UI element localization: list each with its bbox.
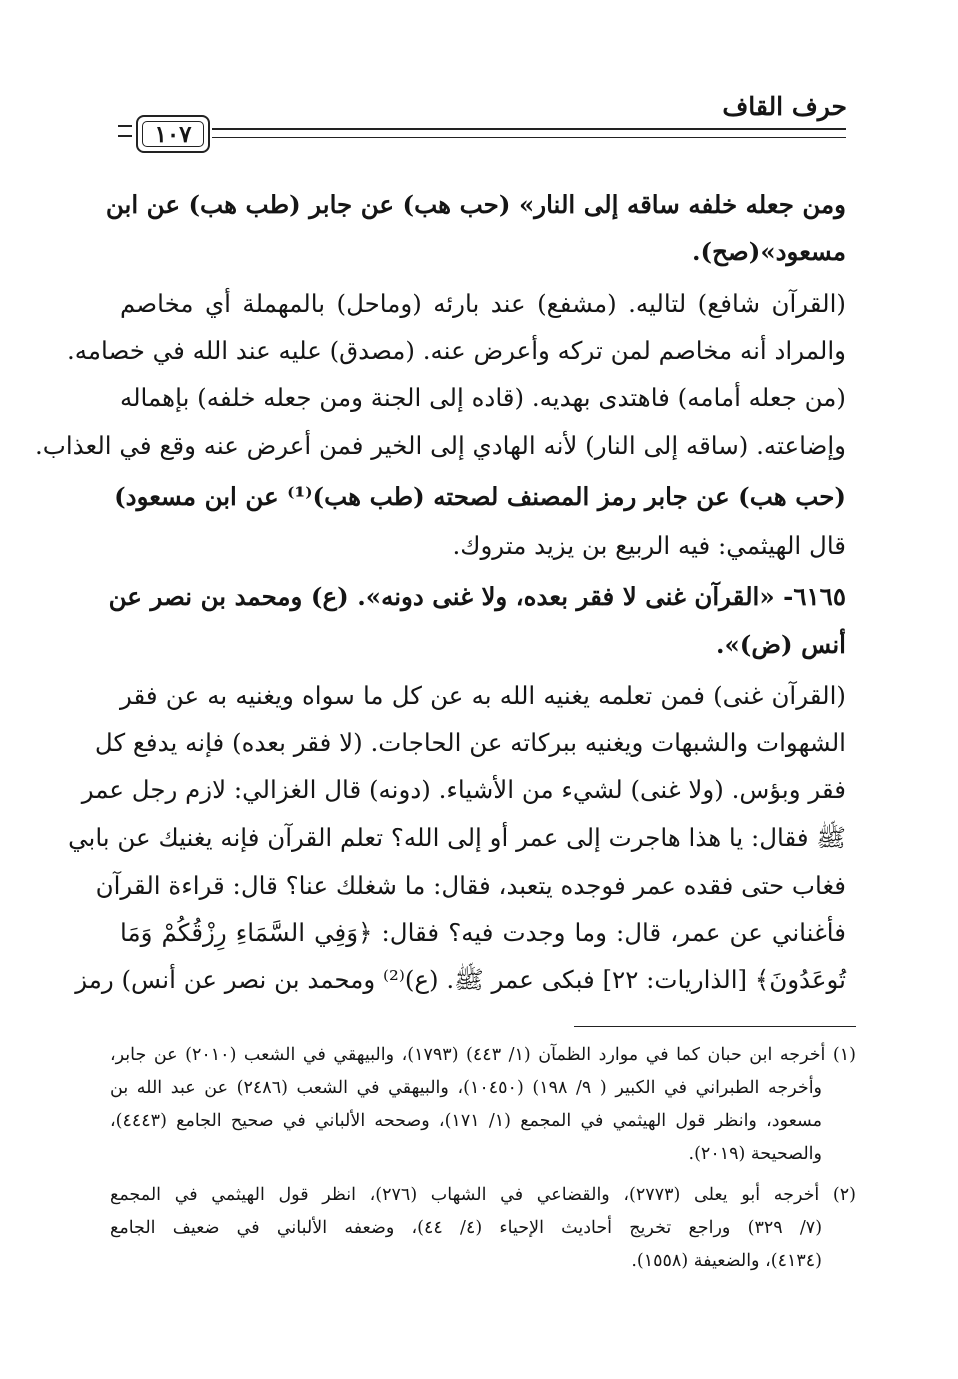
double-bar-ornament <box>118 125 132 137</box>
text-line: (حب هب) عن جابر رمز المصنف لصحته (طب هب)⁽¹⁾ عن ابن مسعود) <box>114 482 846 511</box>
footnote-line: (٧/ ٣٢٩) وراجع تخريج أحاديث الإحياء (٤/ ٤٤)، وضعفه الألباني في ضعيف الجامع <box>110 1218 823 1238</box>
text-line: ﷺ فقال: يا هذا هاجرت إلى عمر أو إلى الله؟ تعلم القرآن فإنه يغنيك عن بابي <box>68 823 846 852</box>
footnote-separator <box>574 1026 856 1027</box>
page-header-rule <box>118 111 846 161</box>
page-number: ١٠٧ <box>154 121 192 148</box>
text-line: وإضاعته. (ساقه إلى النار) لأنه الهادي إلى الخير فمن أعرض عنه وقع في العذاب. <box>35 431 846 460</box>
text-line: ومن جعله خلفه ساقه إلى النار» (حب هب) عن جابر (طب هب) عن ابن <box>105 190 846 219</box>
text-line: والمراد أنه مخاصم لمن تركه وأعرض عنه. (مصدق) عليه عند الله في خصامه. <box>66 336 846 365</box>
footnote-line: (٢) أخرجه أبو يعلى (٢٧٧٣)، والقضاعي في الشهاب (٢٧٦)، انظر قول الهيثمي في المجمع <box>110 1185 856 1205</box>
text-line: الشهوات والشبهات ويغنيه ببركاته عن الحاجات. (لا فقر بعده) فإنه يدفع كل <box>94 728 846 757</box>
text-line: (من جعله أمامه) فاهتدى بهديه. (قاده إلى الجنة ومن جعله خلفه) بإهماله <box>119 383 846 412</box>
footnote-line: والصحيحة (٢٠١٩). <box>688 1144 822 1164</box>
header-rule-bottom <box>212 137 846 138</box>
text-line: تُوعَدُونَ﴾ [الذاريات: ٢٢] فبكى عمر ﷺ. (ع)⁽²⁾ ومحمد بن نصر عن أنس) رمز <box>75 965 846 994</box>
hadith-line: ٦١٦٥- «القرآن غنى لا فقر بعده، ولا غنى دونه». (ع) ومحمد بن نصر عن <box>108 582 846 611</box>
footnote-line: (١) أخرجه ابن حبان كما في موارد الظمآن (١/ ٤٤٣) (١٧٩٣)، والبيهقي في الشعب (٢٠١٠) عن جابر، <box>110 1045 856 1065</box>
text-line: (القرآن غنى) فمن تعلمه يغنيه الله به عن كل ما سواه ويغنيه به عن فقر <box>120 681 846 710</box>
text-line: فغاب حتى فقده عمر فوجده يتعبد، فقال: ما شغلك عنا؟ قال: قراءة القرآن <box>95 871 846 900</box>
footnote-line: وأخرجه الطبراني في الكبير ( ٩/ ١٩٨) (١٠٤٥٠)، والبيهقي في الشعب (٢٤٨٦) عن عبد الله بن <box>110 1078 823 1098</box>
page-number-box <box>136 115 210 153</box>
footnote-line: (٤١٣٤)، والضعيفة (١٥٥٨). <box>631 1251 822 1271</box>
text-line: قال الهيثمي: فيه الربيع بن يزيد متروك. <box>452 531 846 560</box>
chapter-title: حرف القاف <box>722 92 847 121</box>
text-line: فقر وبؤس. (ولا غنى) لشيء من الأشياء. (دونه) قال الغزالي: لازم رجل عمر <box>81 775 846 804</box>
text-line: فأغناني عن عمر، قال: وما وجدت فيه؟ فقال: ﴿وَفِي السَّمَاءِ رِزْقُكُمْ وَمَا <box>120 918 846 947</box>
hadith-line: أنس (ض)». <box>715 630 846 659</box>
text-line: (القرآن شافع) لتاليه. (مشفع) عند بارئه (وماحل) بالمهملة أي مخاصم <box>120 289 846 318</box>
text-line: مسعود»(صح). <box>691 237 846 266</box>
footnote-line: مسعود، وانظر قول الهيثمي في المجمع (١/ ١٧١)، وصححه الألباني في صحيح الجامع (٤٤٤٣)، <box>110 1111 823 1131</box>
header-rule-top <box>212 128 846 130</box>
